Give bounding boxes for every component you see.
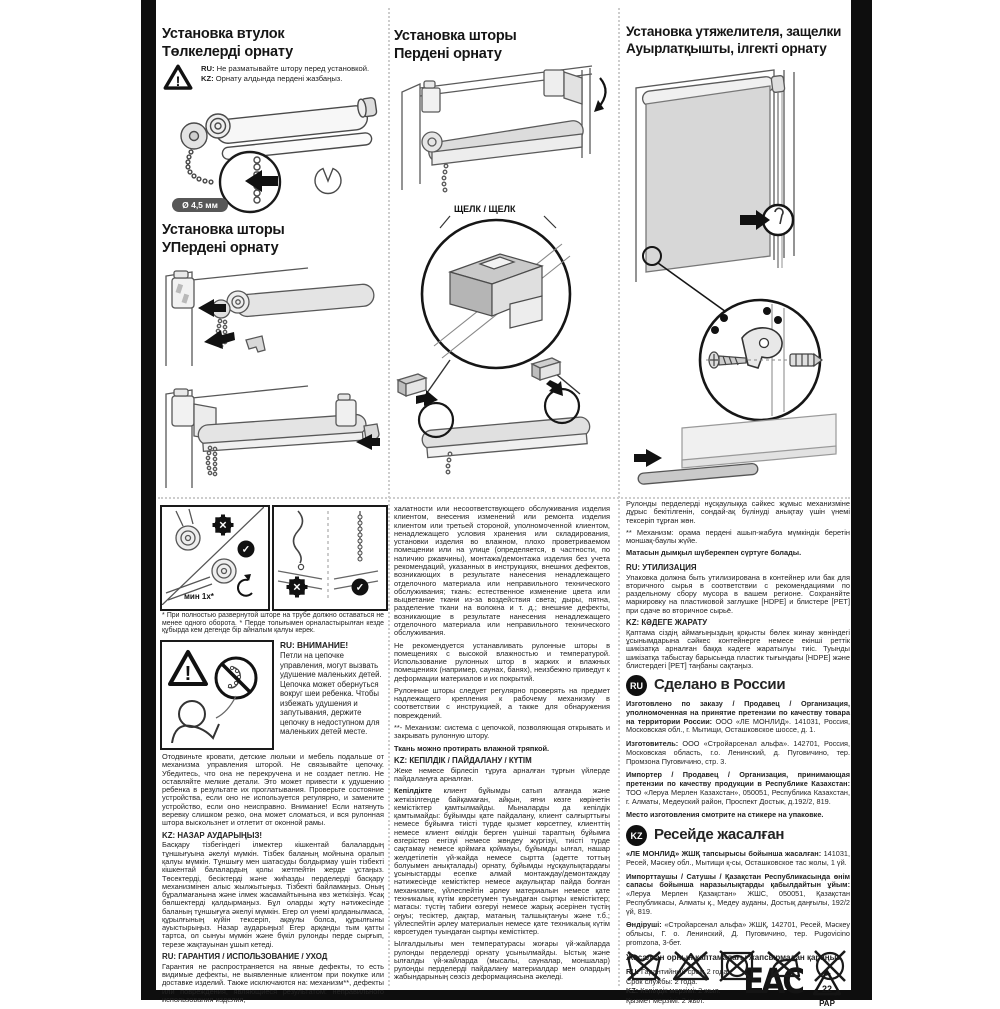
chain-clip bbox=[246, 336, 265, 352]
paragraph: Кепілдікте клиент бұйымды сатып алғанда және жеткізілгенде байқамаған, айқын, яғни көзге көрінетін кемістіктер қамтылмайды. Мыналарды да кепілдік қамтымайды: бұйымды қате пайдалану, клиент салғырттығы немесе бұйымға тиісті түрде қызмет көрсетпеу, клиенттің немесе клиент өкілдік берген үшінші тараптың бұйымға өзгерістер енгізуі немесе жөндеу жүргізуі, тиісті түрде сақтамау немесе қоймаға қоймауы, бұйымды ылғал, нашар желдетілетін үй-жайда немесе сыртта (әдетте тоттың болуымен анықталады) орнату, бұйымды нұсқаулықтардағы ұсыныстарды есепке алмай монтаждау/демонтаждау нәтижесінде кемістіктер немесе ақаулықтар пайда болған механизмге, үйлеспейтін әрлеу материалын немесе қате техникалық күтім көрсетумен туындаған сыртқы кемістіктер; матасы: түстің табиғи өзгеруі немесе жарық әсерінен түстің оңуы; тесіктер, дақтар, матаның талшықтануы және т.б.; үйлеспейтін әрлеу материалын немесе қате техникалық күтім көрсетуден туындаған сыртқы кемістіктер. bbox=[394, 786, 610, 937]
svg-text:!: ! bbox=[175, 73, 181, 90]
install-top-title: Установка шторы Пердені орнату bbox=[394, 28, 517, 62]
svg-text:PAP: PAP bbox=[819, 999, 835, 1009]
arrow-icon bbox=[204, 330, 235, 349]
install-left-diagram-2 bbox=[158, 374, 382, 492]
svg-text:✓: ✓ bbox=[355, 582, 365, 594]
made-note: Место изготовления смотрите на стикере на упаковке. bbox=[626, 810, 824, 820]
company-block: «ЛЕ МОНЛИД» ЖШҚ тапсырысы бойынша жасалған: 141031, Ресей, Мәскеу обл., Мытищи қ-сы, Осташковское тас жолы, 1 үй. bbox=[626, 849, 851, 867]
svg-text:✕: ✕ bbox=[292, 582, 302, 594]
unroll-warning bbox=[163, 64, 383, 91]
term-line: RU: Гарантийный срок: 2 года. bbox=[626, 967, 730, 977]
do-not-dry-clean-icon bbox=[810, 948, 850, 984]
kz-attention-title: KZ: НАЗАР АУДАРЫҢЫЗ! bbox=[162, 830, 263, 840]
company-block: Импорттаушы / Сатушы / Қазақстан Республикасында өнім сапасы бойынша наразылықтарды қабылдайтын ұйым: «Леруа Мерлен Қазақстан» ЖШС, 050051, Қазақстан Республикасы, Алматы қ., Медеу ауданы, Достық даңғылы, 192/2 үй, 819. bbox=[626, 871, 850, 916]
hem-fabric bbox=[682, 414, 836, 468]
kz-warranty-title: KZ: КЕПІЛДІК / ПАЙДАЛАНУ / КҮТІМ bbox=[394, 755, 532, 765]
photo-edge-left bbox=[141, 0, 156, 992]
install-top-diagram bbox=[392, 62, 614, 492]
keyhole-part bbox=[315, 169, 341, 194]
company-info-ru bbox=[626, 700, 850, 820]
care-symbols bbox=[624, 948, 850, 984]
column2-text bbox=[394, 505, 610, 986]
bracket bbox=[422, 88, 440, 112]
eac-mark-icon: ЕАС bbox=[743, 962, 802, 1003]
install-left-title: Установка шторы УПердені орнату bbox=[162, 222, 285, 256]
paragraph: Жеке немесе бірлесіп тұруға арналған тұрғын үйлерде пайдалануға арналған. bbox=[394, 765, 610, 783]
paragraph: Отодвиньте кровати, детские люльки и мебель подальше от механизма управления шторой. Не связывайте цепочку. Убедитесь, что она не перекручена и не создает петлю. Не оставляйте мелкие детали. Это может привести к удушению ребенка в результате их проглатывания. Проверьте состояние устройства, если оно не используется регулярно, и замените устройство, если оно неисправно. Внимание! Если натянуть веревку слишком резко, она может сломаться, и вся рулонная штора выскользнет и отлетит от оконной рамы. bbox=[162, 752, 384, 828]
company-block: Изготовитель: ООО «Стройарсенал альфа». 142701, Россия, Московская область, г.о. Ленинский, д. Пуговичино, тер. Промзона Пуговичино, стр. 3. bbox=[626, 739, 850, 766]
wipe-note: Ткань можно протирать влажной тряпкой. bbox=[394, 743, 550, 753]
paragraph: Ылғалдылығы мен температурасы жоғары үй-жайларда рулонды перделерді орнату ұсынылмайды. Ыстық және ылғалды үй-жайларда (мысалы, сауналар, моншалар) рулонды перделерді пайдалану материалдар мен олардың жабындарының сөзсіз деформациясына әкеледі. bbox=[394, 939, 610, 982]
made-in-russia-label: Сделано в России bbox=[654, 676, 786, 694]
warranty-title: RU: ГАРАНТИЯ / ИСПОЛЬЗОВАНИЕ / УХОД bbox=[162, 952, 328, 962]
wrong-gear-icon bbox=[213, 515, 234, 536]
paragraph: Упаковка должна быть утилизирована в контейнер или бак для вторичного сырья в соответствии с рекомендациями по раздельному сбору мусора в вашем регионе. Сохраняйте маркировку на пластиковой заглушке [HDPE] и блистере [PET] при сдаче во вторичное сырьё. bbox=[626, 572, 850, 615]
photo-edge-right bbox=[851, 0, 872, 992]
term-line: Қызмет мерзімі: 2 жыл. bbox=[626, 995, 705, 1005]
svg-text:!: ! bbox=[184, 663, 192, 685]
paragraph: Гарантия не распространяется на явные дефекты, то есть видимые дефекты, не выявленные клиентом при покупке или доставке изделий. Также исключаются на: механизм**, дефекты или повреждения, являющиеся результатом: неправильного использования изделия, bbox=[162, 961, 384, 1004]
child-safety-box bbox=[160, 640, 274, 750]
do-not-tumble-dry-icon bbox=[717, 948, 757, 984]
diameter-badge bbox=[172, 198, 228, 212]
no-loop-icon bbox=[216, 658, 256, 698]
do-not-wash-icon bbox=[624, 948, 664, 984]
bushing-cap bbox=[357, 97, 377, 117]
warning-triangle-icon bbox=[163, 64, 193, 91]
rolled-blind bbox=[235, 283, 374, 317]
bushings-diagram bbox=[158, 88, 382, 216]
correct-check-icon bbox=[238, 541, 255, 558]
correct-check-icon bbox=[352, 579, 369, 596]
wall-anchor bbox=[790, 354, 822, 366]
company-block: Импортер / Продавец / Организация, принимающая претензии по качеству продукции в Республике Казахстан: ТОО «Леруа Мерлен Казахстан», 050051, Республика Казахстан, г. Алматы, Медеуский район, Проспект Достык, д.192/2, 819. bbox=[626, 770, 850, 806]
shade-fabric bbox=[646, 86, 770, 272]
wrong-gear-icon bbox=[287, 577, 308, 598]
weight-diagram bbox=[622, 60, 850, 492]
rotate-arrow-icon bbox=[238, 574, 252, 596]
svg-text:22: 22 bbox=[821, 984, 833, 995]
bead-chain bbox=[186, 150, 213, 184]
svg-text:✕: ✕ bbox=[218, 520, 228, 532]
do-not-iron-icon bbox=[764, 948, 804, 984]
column3-text bbox=[626, 500, 850, 1009]
recycling-ru-title: RU: УТИЛИЗАЦИЯ bbox=[626, 562, 697, 572]
floating-clip bbox=[532, 358, 560, 380]
chain-position-diagram bbox=[274, 507, 382, 605]
attention-text: RU: ВНИМАНИЕ! Петли на цепочке управления, могут вызвать удушение маленьких детей. Цепочка может обернуться вокруг шеи ребенка. Чтобы избежать удушения и запутывания, держите цепочку в недоступном для маленьких детей месте. bbox=[280, 640, 382, 737]
ru-badge-icon: RU bbox=[626, 675, 647, 696]
arrow-icon bbox=[546, 380, 563, 396]
term-line: KZ: Кепілдік мерзімі: 2 жыл. bbox=[626, 986, 721, 996]
made-in-russia-kz-row bbox=[626, 825, 850, 846]
paragraph: Не рекомендуется устанавливать рулонные шторы в помещениях с высокой влажностью и температурой. Использование рулонных штор в жарких и влажных помещениях (например, саунах, банях), неизбежно приведут к деформации материалов и их покрытий. bbox=[394, 640, 610, 683]
paragraph: Рулонды перделерді нұсқаулыққа сәйкес жұмыс механизміне дұрыс бекітілгенін, сондай-ақ бүлінуді анықтау үшін үнемі тексеріп тұрған жөн. bbox=[626, 499, 850, 525]
min-turns-label: мин 1x* bbox=[184, 592, 214, 601]
bracket-right bbox=[544, 70, 582, 104]
chain-position-box bbox=[272, 505, 388, 611]
company-block: Өндіруші: «Стройарсенал альфа» ЖШҚ, 142701, Ресей, Мәскеу облысы, Г. о. Ленинский, Д. Пуговичино, тер. Pugovicino promzona, 3-бет. bbox=[626, 920, 850, 947]
weight-title: Установка утяжелителя, защелки Ауырлатқышты, ілгекті орнату bbox=[626, 24, 842, 56]
install-left-diagram-1 bbox=[158, 258, 382, 370]
column1-text bbox=[162, 753, 384, 1008]
bushings-title: Установка втулок Төлкелерді орнату bbox=[162, 26, 293, 60]
made-in-russia-row bbox=[626, 675, 850, 696]
recycling-kz-title: KZ: КӘДЕГЕ ЖАРАТУ bbox=[626, 617, 708, 627]
paragraph: **- Механизм: система с цепочкой, позволяющая открывать и закрывать рулонную штору. bbox=[394, 723, 610, 741]
paragraph: халатности или несоответствующего обслуживания изделия клиентом, внесения изменений или ремонта изделия клиентом или третьей стороной, уполномоченной клиентом, ненадлежащего условия хранения или складирования, установки изделия во влажном, плохо проветриваемом помещении или на улице (определяется, в частности, по наличию ржавчины), монтажа/демонтажа изделия без учета рекомендаций, указанных в инструкциях, внешних дефектов, возникающих в результате нанесения ненадлежащего отделочного материала или неправильного технического обслуживания; ткань: естественное изменение цвета или выцветание ткани из-за воздействия света; дыры, пятна, разделение ткани на волокна и т. д.; внешние дефекты, возникающие в результате нанесения ненадлежащего отделочного материала или неправильного технического обслуживания. bbox=[394, 504, 610, 638]
paragraph: Рулонные шторы следует регулярно проверять на предмет надлежащего крепления к рабочему механизму в соответствии с инструкцией, а также для обнаружения повреждений. bbox=[394, 685, 610, 720]
bracket bbox=[172, 396, 194, 426]
made-note: Жасалған орнын қаптамадағы жапсырмадан қараңыз. bbox=[626, 952, 843, 962]
company-info-kz bbox=[626, 850, 850, 962]
unroll-warning-text: RU: Не разматывайте штору перед установкой. KZ: Орнату алдында пердені жазбаңыз. bbox=[201, 64, 370, 84]
paragraph: ** Механизм: орама пердені ашып-жабуға мүмкіндік беретін моншақ-баулы жүйе. bbox=[626, 527, 850, 546]
kz-badge-icon: KZ bbox=[626, 825, 647, 846]
paragraph: Қаптама сіздің аймағыңыздың қоқысты бөлек жинау жөніндегі ұсынымдарына сәйкес контейнерге немесе екінші реттік шикізатқа арналған баққа кәдеге жаратылуы тиіс. Туынды шикізатқа табыстау барысында пластик тығындағы [HDPE] және блистердегі [PET] таңбаны сақтаңыз. bbox=[626, 627, 850, 670]
click-label: ЩЕЛК / ЩЕЛК bbox=[454, 204, 516, 214]
roll-direction-diagram bbox=[162, 507, 264, 605]
paragraph: Басқару тізбегіндегі ілмектер кішкентай балалардың тұншығуына әкелуі мүмкін. Тізбек баланың мойнына оралып қалуы мүмкін. Тұншығу мен шатасуды болдырмау үшін тізбекті кішкентай балалардың қолы жетпейтін жерде ұстаңыз. Төсектерді, бесіктерді және жиһазды перделерді басқару механизмінен алыс жылжытыңыз. Тізбекті байламаңыз. Оның бұралмағанына және ілмек жасамайтынына көз жеткізіңіз. Ұсақ бөлшектерді қалдырмаңыз. Бұл оларды жұту нәтижесінде баланың тұншығуға әкелуі мүмкін. Егер ол үнемі қолданылмаса, құрылғының күйін тексеріп, ақаулы болса, құрылғыны ауыстырыңыз. Назар аударыңыз! Егер арқанды тым қатты тартса, ол сынуы мүмкін және бүкіл рулонды перде сырғып, терезе жақтауынан ұшып кетеді. bbox=[162, 840, 384, 949]
child-safety-diagram bbox=[162, 642, 267, 743]
svg-text:Ø 4,5 мм: Ø 4,5 мм bbox=[182, 200, 218, 210]
company-block: Изготовлено по заказу / Продавец / Организация, уполномоченная на принятие претензии по качеству товара на территории России: ООО «ЛЕ МОНЛИД». 141031, Россия, Московская обл., г. Мытищи, Осташковское шоссе, д. 1. bbox=[626, 699, 851, 735]
bracket bbox=[172, 278, 194, 308]
floating-clip bbox=[398, 374, 426, 396]
term-line: Срок службы: 2 года. bbox=[626, 976, 698, 986]
made-in-russia-kz-label: Ресейде жасалған bbox=[654, 826, 785, 844]
roller-tube bbox=[215, 104, 372, 160]
svg-text:✓: ✓ bbox=[241, 544, 251, 556]
arrow-icon bbox=[634, 449, 662, 467]
child-figure bbox=[172, 701, 219, 743]
roll-direction-box bbox=[160, 505, 270, 611]
wipe-note: Матасын дымқыл шүберекпен сүртуге болады. bbox=[626, 548, 802, 558]
do-not-bleach-icon bbox=[671, 948, 711, 984]
min-turn-footnote: * При полностью развернутой шторе на трубе должно оставаться не менее одного оборота. * Перде толығымен орналастырылған кезде құбырда кем дегенде бір айналым қалуы керек. bbox=[162, 612, 384, 635]
bracket-right bbox=[336, 394, 356, 426]
